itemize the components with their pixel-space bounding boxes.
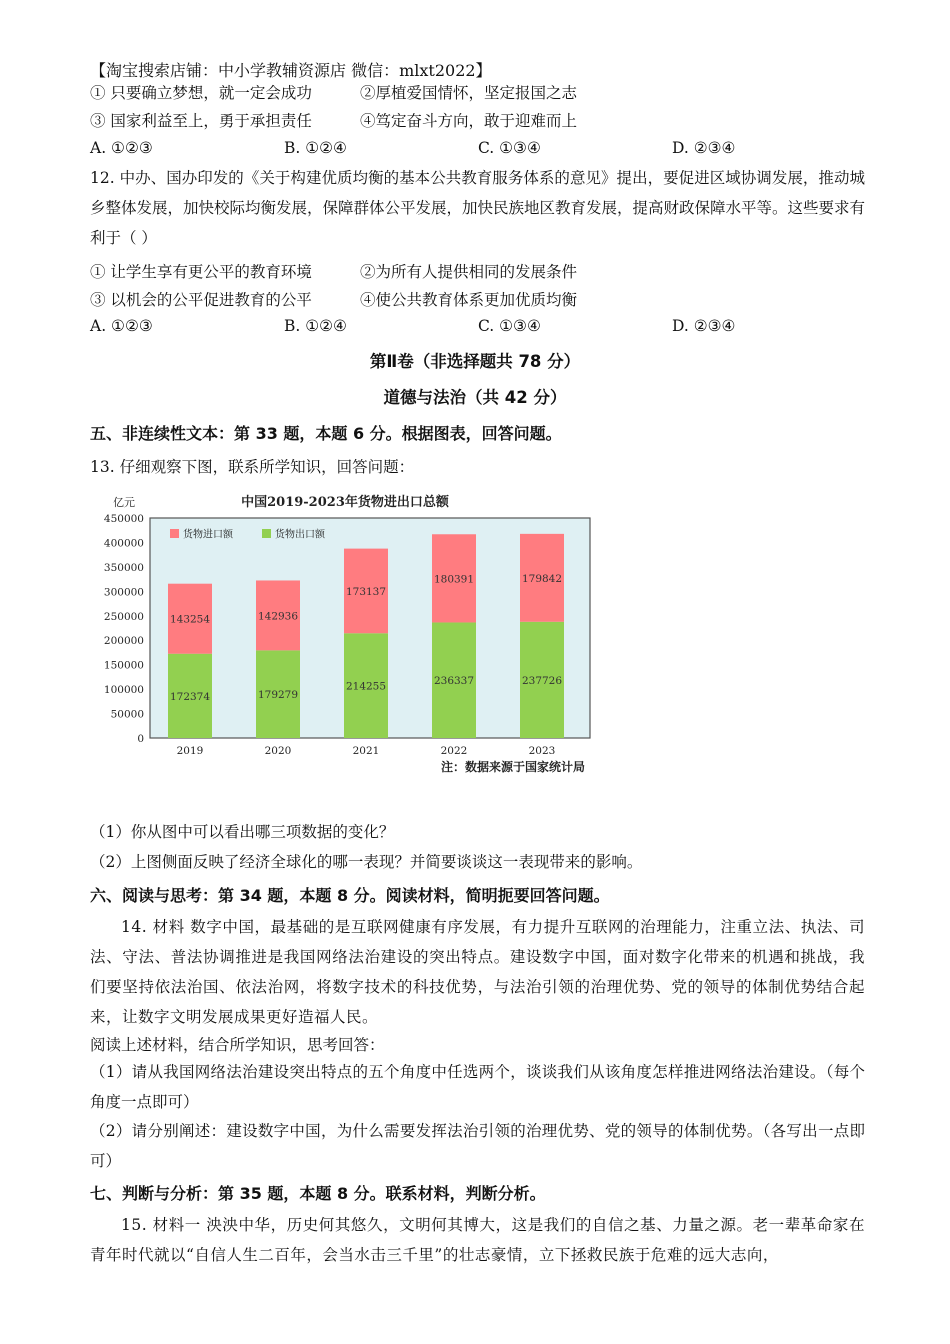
section5-title: 五、非连续性文本：第 33 题，本题 6 分。根据图表，回答问题。 [90,424,562,443]
y-tick-label: 150000 [103,659,144,672]
y-tick-label: 100000 [103,684,144,697]
y-axis-label: 亿元 [113,496,135,509]
q13-sub-1: （1）你从图中可以看出哪三项数据的变化？ [90,823,395,841]
section6-title: 六、阅读与思考：第 34 题，本题 8 分。阅读材料，简明扼要回答问题。 [90,886,610,905]
bar-data-label: 214255 [345,680,387,693]
y-tick-label: 250000 [103,610,144,623]
bar-data-label: 179279 [257,689,299,702]
legend-swatch [170,529,179,538]
q12-item-2: ②为所有人提供相同的发展条件 [360,263,578,281]
chart-note: 注：数据来源于国家统计局 [440,760,585,774]
legend-label: 货物进口额 [183,529,233,541]
bar-data-label: 237726 [521,674,563,687]
bar-data-label: 143254 [169,613,211,626]
subject-title: 道德与法治（共 42 分） [383,388,567,407]
x-tick-label: 2020 [264,745,292,757]
q14-sub-2: （2）请分别阐述：建设数字中国，为什么需要发挥法治引领的治理优势、党的领导的体制优势。（各写出一点即可） [90,1122,865,1170]
y-tick-label: 450000 [103,513,144,525]
q11-option-c: C. ①③④ [478,139,541,157]
y-tick-label: 50000 [110,708,144,721]
q12-item-3: ③ 以机会的公平促进教育的公平 [90,291,312,309]
x-tick-label: 2021 [352,745,380,757]
y-tick-label: 350000 [103,561,144,574]
q11-option-d: D. ②③④ [672,139,736,157]
q11-item-4: ④笃定奋斗方向，敢于迎难而上 [360,112,578,130]
bar-data-label: 236337 [433,675,475,688]
q12-item-1: ① 让学生享有更公平的教育环境 [90,263,312,281]
bar-data-label: 179842 [521,572,563,585]
x-tick-label: 2019 [176,745,204,757]
q14-sub-1: （1）请从我国网络法治建设突出特点的五个角度中任选两个，谈谈我们从该角度怎样推进网络法治建设。（每个角度一点即可） [90,1063,865,1111]
q12-option-d: D. ②③④ [672,317,736,335]
legend-label: 货物出口额 [275,529,325,541]
x-tick-label: 2022 [440,745,468,757]
trade-chart [95,488,605,780]
bar-data-label: 142936 [257,610,299,623]
bar-data-label: 172374 [169,690,211,703]
bar-data-label: 180391 [433,573,475,586]
header-ad: 【淘宝搜索店铺：中小学教辅资源店 微信：mlxt2022】 [90,61,492,80]
legend-swatch [262,529,271,538]
section7-title: 七、判断与分析：第 35 题，本题 8 分。联系材料，判断分析。 [90,1184,546,1203]
y-tick-label: 200000 [103,635,144,648]
q15-material: 15. 材料一 泱泱中华，历史何其悠久，文明何其博大，这是我们的自信之基、力量之源。老一辈革命家在青年时代就以“自信人生二百年，会当水击三千里”的壮志豪情，立下拯救民族于危难的远大志向， [90,1216,865,1264]
q13-sub-2: （2）上图侧面反映了经济全球化的哪一表现？并简要谈谈这一表现带来的影响。 [90,853,643,871]
bar-data-label: 173137 [345,585,387,598]
chart-title: 中国2019-2023年货物进出口总额 [241,495,449,510]
q12-stem: 12. 中办、国办印发的《关于构建优质均衡的基本公共教育服务体系的意见》提出，要促进区域协调发展，推动城乡整体发展，加快校际均衡发展，保障群体公平发展，加快民族地区教育发展，提高财政保障水平等。这些要求有利于（ ） [90,169,866,247]
x-tick-label: 2023 [528,745,556,757]
q13-stem: 13. 仔细观察下图，联系所学知识，回答问题： [90,458,415,476]
q11-item-1: ① 只要确立梦想，就一定会成功 [90,84,312,102]
q14-prompt: 阅读上述材料，结合所学知识，思考回答： [90,1036,385,1054]
q11-item-2: ②厚植爱国情怀，坚定报国之志 [360,84,578,102]
y-tick-label: 400000 [103,537,144,550]
q12-option-b: B. ①②④ [284,317,347,335]
q11-item-3: ③ 国家利益至上，勇于承担责任 [90,112,312,130]
y-tick-label: 300000 [103,586,144,599]
part2-title: 第Ⅱ卷（非选择题共 78 分） [369,352,581,371]
q12-option-a: A. ①②③ [90,317,153,335]
q11-option-b: B. ①②④ [284,139,347,157]
q14-material: 14. 材料 数字中国，最基础的是互联网健康有序发展，有力提升互联网的治理能力，注重立法、执法、司法、守法、普法协调推进是我国网络法治建设的突出特点。建设数字中国，面对数字化带来的机遇和挑战，我们要坚持依法治国、依法治网，将数字技术的科技优势，与法治引领的治理优势、党的领导的体制优势结合起来，让数字文明发展成果更好造福人民。 [90,918,865,1026]
q12-option-c: C. ①③④ [478,317,541,335]
q12-item-4: ④使公共教育体系更加优质均衡 [360,291,578,309]
q11-option-a: A. ①②③ [90,139,153,157]
y-tick-label: 0 [137,733,144,745]
